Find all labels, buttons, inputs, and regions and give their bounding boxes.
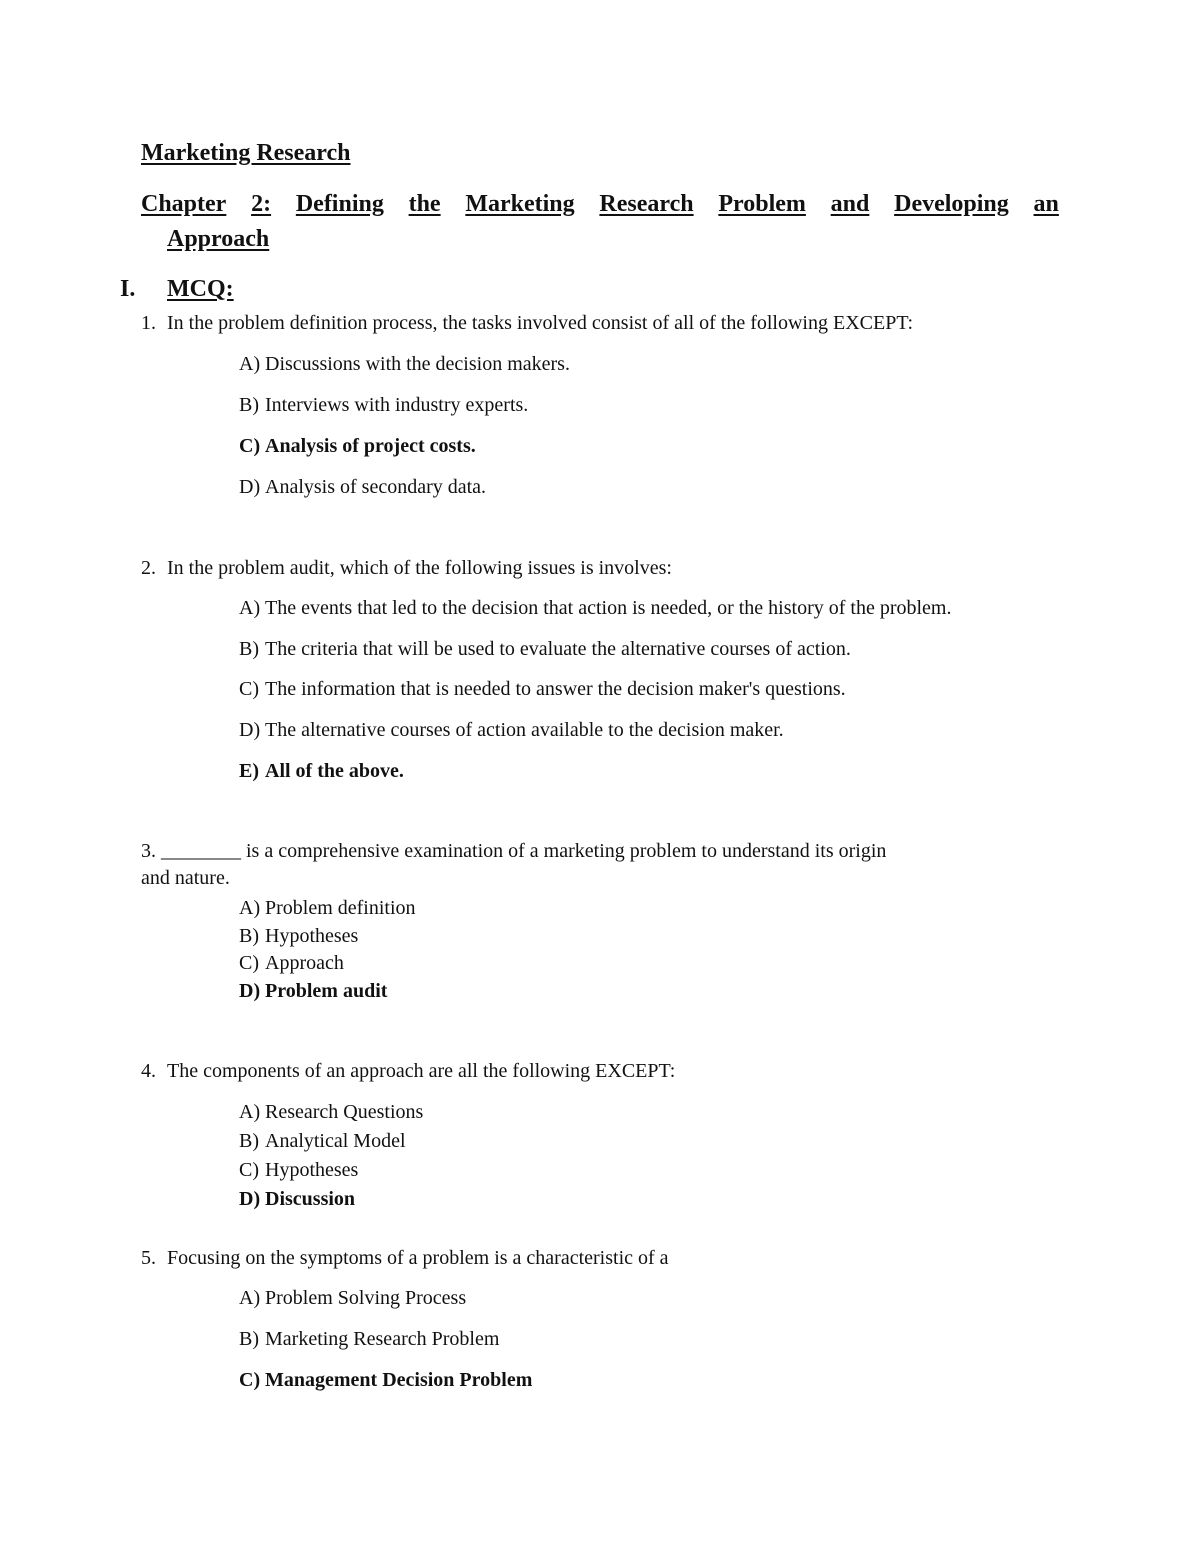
question-4-text: The components of an approach are all the following EXCEPT:: [167, 1060, 676, 1082]
chapter-word: Research: [599, 191, 694, 217]
question-5-number: 5.: [141, 1247, 156, 1269]
chapter-word: Marketing: [465, 191, 575, 217]
question-1-number: 1.: [141, 312, 156, 334]
question-2-option-d: [239, 719, 784, 742]
option-text: Problem audit: [265, 980, 388, 1002]
option-letter: A): [239, 597, 261, 619]
option-letter: D): [239, 719, 261, 741]
question-4-option-d-answer: [239, 1188, 355, 1211]
option-text: Problem definition: [265, 897, 416, 919]
option-letter: E): [239, 760, 259, 782]
option-text: Discussion: [265, 1188, 356, 1210]
option-letter: C): [239, 1369, 261, 1391]
question-3-option-d-answer: [239, 980, 387, 1003]
option-letter: C): [239, 678, 259, 700]
chapter-heading-line1: [141, 191, 1059, 218]
section-numeral: I.: [120, 276, 136, 302]
question-2-text: In the problem audit, which of the following issues is involves:: [167, 557, 672, 579]
chapter-word: 2:: [251, 191, 272, 217]
question-2-option-b: [239, 638, 851, 661]
option-text: Hypotheses: [265, 1159, 359, 1181]
question-3-option-a: [239, 897, 416, 920]
question-2-number: 2.: [141, 557, 156, 579]
question-2-option-a: [239, 597, 951, 620]
option-text: Interviews with industry experts.: [265, 394, 529, 416]
option-letter: C): [239, 435, 261, 457]
option-text: Hypotheses: [265, 925, 359, 947]
question-5-option-a: [239, 1287, 466, 1310]
option-letter: A): [239, 353, 261, 375]
question-4-option-c: [239, 1159, 358, 1182]
option-letter: C): [239, 952, 259, 974]
question-2-option-c: [239, 678, 846, 701]
chapter-word: Problem: [718, 191, 806, 217]
option-letter: D): [239, 1188, 261, 1210]
option-letter: B): [239, 1130, 259, 1152]
question-1-option-d: [239, 476, 486, 499]
question-5-option-c-answer: [239, 1369, 532, 1392]
option-text: Problem Solving Process: [265, 1287, 467, 1309]
question-4-number: 4.: [141, 1060, 156, 1082]
question-2-option-e-answer: [239, 760, 404, 783]
question-1-option-a: [239, 353, 570, 376]
option-letter: B): [239, 1328, 259, 1350]
chapter-word: the: [408, 191, 441, 217]
question-3-option-c: [239, 952, 344, 975]
question-5-option-b: [239, 1328, 499, 1351]
question-4-option-b: [239, 1130, 406, 1153]
question-1-option-c-answer: [239, 435, 476, 458]
option-letter: D): [239, 476, 261, 498]
document-title: Marketing Research: [141, 140, 351, 166]
chapter-word: and: [830, 191, 870, 217]
section-label: MCQ:: [167, 276, 234, 302]
option-text: Research Questions: [265, 1101, 424, 1123]
option-letter: C): [239, 1159, 259, 1181]
option-text: All of the above.: [265, 760, 404, 782]
option-text: The alternative courses of action available to the decision maker.: [265, 719, 784, 741]
option-letter: B): [239, 394, 259, 416]
chapter-word: Developing: [894, 191, 1009, 217]
option-text: The criteria that will be used to evaluate the alternative courses of action.: [265, 638, 851, 660]
option-text: Analysis of project costs.: [265, 435, 476, 457]
chapter-heading-line2: Approach: [167, 226, 270, 252]
chapter-word: an: [1033, 191, 1059, 217]
question-3-option-b: [239, 925, 358, 948]
question-3-line1: [141, 840, 886, 863]
option-text: Approach: [265, 952, 344, 974]
option-letter: A): [239, 1101, 261, 1123]
option-text: Marketing Research Problem: [265, 1328, 500, 1350]
option-letter: A): [239, 897, 261, 919]
question-1-option-b: [239, 394, 528, 417]
option-text: The events that led to the decision that action is needed, or the history of the problem.: [265, 597, 952, 619]
option-letter: B): [239, 925, 259, 947]
option-text: The information that is needed to answer the decision maker's questions.: [265, 678, 846, 700]
question-3-number: 3.: [141, 840, 156, 862]
question-4-option-a: [239, 1101, 423, 1124]
option-text: Management Decision Problem: [265, 1369, 533, 1391]
option-text: Analytical Model: [265, 1130, 406, 1152]
option-letter: B): [239, 638, 259, 660]
option-letter: D): [239, 980, 261, 1002]
question-5-text: Focusing on the symptoms of a problem is a characteristic of a: [167, 1247, 669, 1269]
option-text: Discussions with the decision makers.: [265, 353, 570, 375]
question-3-line2: and nature.: [141, 867, 230, 889]
question-1-text: In the problem definition process, the tasks involved consist of all of the following EXCEPT:: [167, 312, 914, 334]
question-3-blank: ________: [161, 840, 241, 862]
option-letter: A): [239, 1287, 261, 1309]
option-text: Analysis of secondary data.: [265, 476, 487, 498]
question-3-text: is a comprehensive examination of a marketing problem to understand its origin: [246, 840, 887, 862]
chapter-word: Defining: [295, 191, 384, 217]
chapter-word: Chapter: [141, 191, 227, 217]
